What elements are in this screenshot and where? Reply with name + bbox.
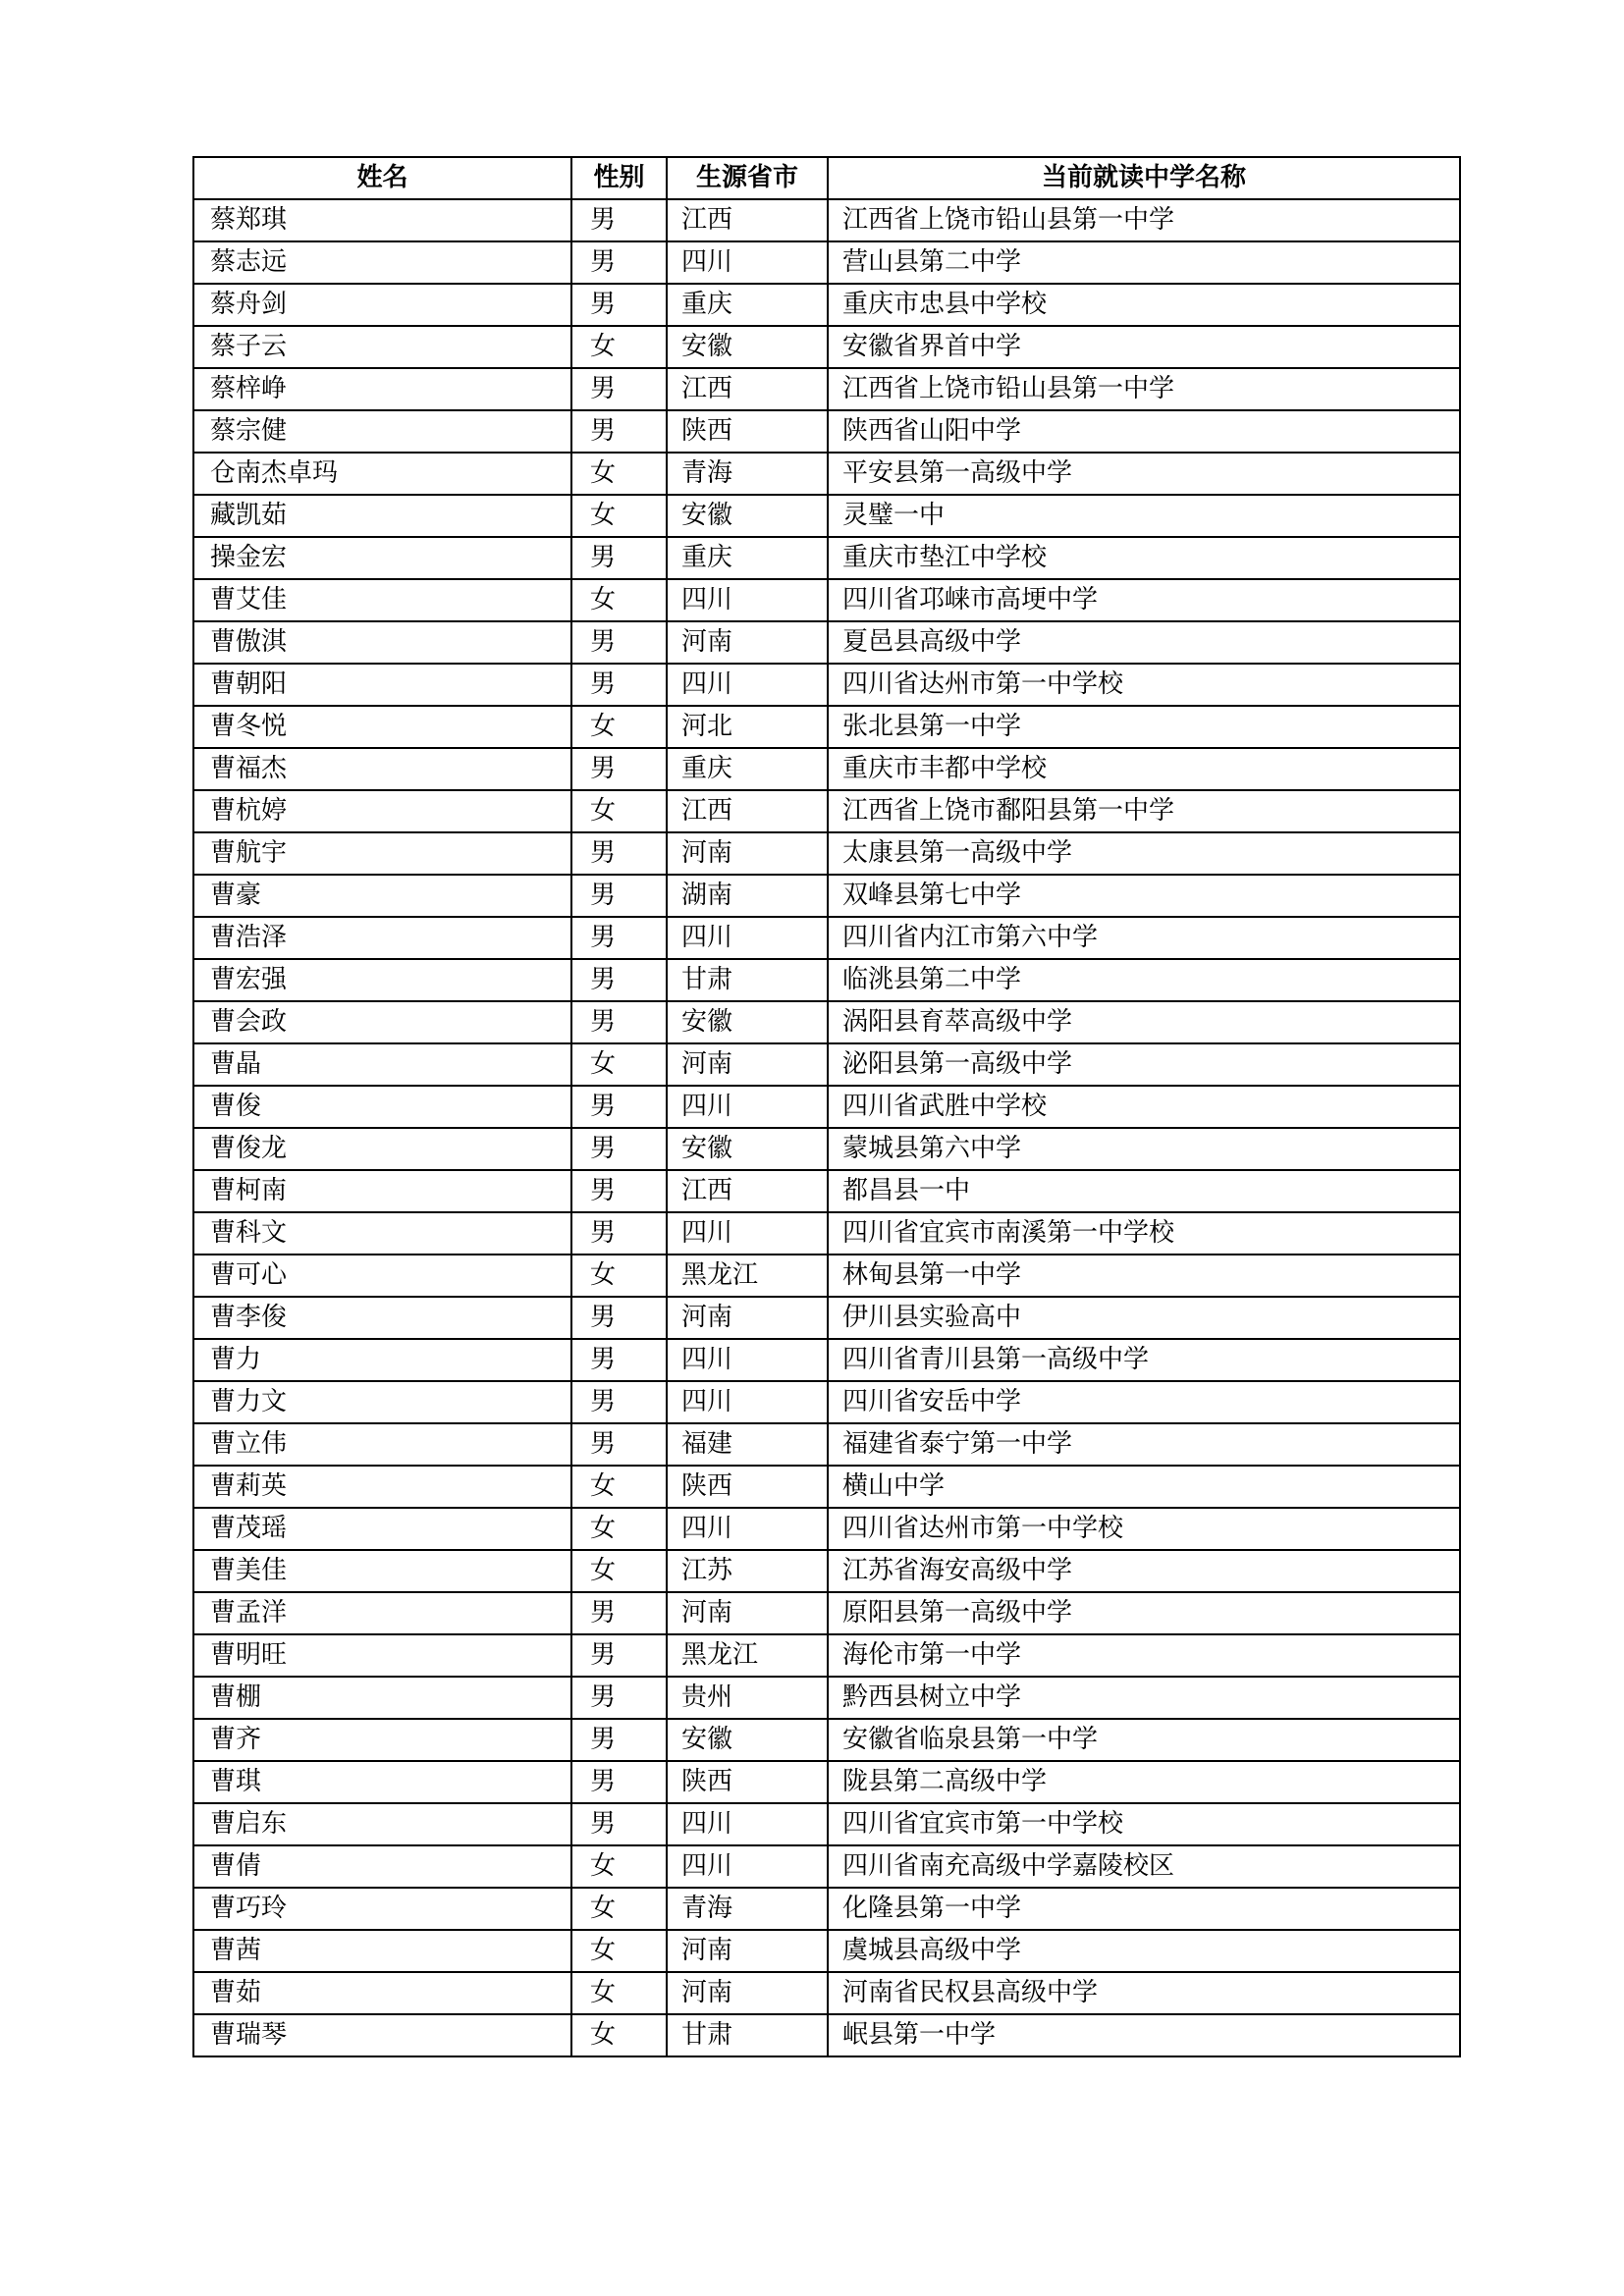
cell-gender: 女: [571, 495, 667, 537]
cell-name: 曹美佳: [193, 1550, 571, 1592]
table-body: [193, 199, 1460, 2056]
table-row: [193, 241, 1460, 284]
table-row: [193, 1803, 1460, 1845]
cell-gender: 男: [571, 284, 667, 326]
cell-name: 蔡郑琪: [193, 199, 571, 241]
cell-school: 安徽省临泉县第一中学: [828, 1719, 1460, 1761]
cell-school: 蒙城县第六中学: [828, 1128, 1460, 1170]
table-row: [193, 199, 1460, 241]
header-row: [193, 157, 1460, 199]
table-row: [193, 1043, 1460, 1086]
cell-province: 河南: [667, 1592, 828, 1634]
cell-gender: 男: [571, 1677, 667, 1719]
table-row: [193, 495, 1460, 537]
cell-name: 曹可心: [193, 1255, 571, 1297]
cell-province: 江西: [667, 199, 828, 241]
cell-province: 河南: [667, 1930, 828, 1972]
cell-gender: 男: [571, 1381, 667, 1423]
table-row: [193, 1761, 1460, 1803]
cell-province: 重庆: [667, 284, 828, 326]
cell-gender: 男: [571, 1719, 667, 1761]
cell-province: 黑龙江: [667, 1634, 828, 1677]
cell-school: 林甸县第一中学: [828, 1255, 1460, 1297]
cell-school: 夏邑县高级中学: [828, 621, 1460, 664]
cell-school: 四川省青川县第一高级中学: [828, 1339, 1460, 1381]
cell-gender: 男: [571, 1761, 667, 1803]
cell-name: 曹朝阳: [193, 664, 571, 706]
table-row: [193, 1212, 1460, 1255]
cell-school: 营山县第二中学: [828, 241, 1460, 284]
cell-school: 四川省宜宾市南溪第一中学校: [828, 1212, 1460, 1255]
table-row: [193, 1550, 1460, 1592]
cell-name: 曹浩泽: [193, 917, 571, 959]
table-row: [193, 1845, 1460, 1888]
cell-name: 曹力文: [193, 1381, 571, 1423]
table-row: [193, 284, 1460, 326]
cell-gender: 女: [571, 579, 667, 621]
cell-school: 四川省内江市第六中学: [828, 917, 1460, 959]
cell-school: 四川省达州市第一中学校: [828, 664, 1460, 706]
table-header: [193, 157, 1460, 199]
table-row: [193, 1170, 1460, 1212]
table-row: [193, 1930, 1460, 1972]
cell-gender: 男: [571, 875, 667, 917]
table-row: [193, 1888, 1460, 1930]
table-row: [193, 621, 1460, 664]
cell-gender: 男: [571, 1297, 667, 1339]
table-row: [193, 326, 1460, 368]
cell-name: 曹航宇: [193, 832, 571, 875]
cell-gender: 男: [571, 1634, 667, 1677]
cell-province: 四川: [667, 241, 828, 284]
cell-gender: 女: [571, 2014, 667, 2056]
cell-province: 河南: [667, 832, 828, 875]
cell-province: 四川: [667, 1086, 828, 1128]
cell-gender: 男: [571, 241, 667, 284]
header-gender: 性别: [571, 157, 667, 199]
cell-school: 张北县第一中学: [828, 706, 1460, 748]
table-row: [193, 410, 1460, 453]
cell-gender: 女: [571, 1508, 667, 1550]
cell-gender: 男: [571, 1592, 667, 1634]
cell-gender: 女: [571, 1845, 667, 1888]
cell-name: 曹瑞琴: [193, 2014, 571, 2056]
table-row: [193, 1297, 1460, 1339]
cell-province: 陕西: [667, 1761, 828, 1803]
table-row: [193, 1634, 1460, 1677]
table-row: [193, 1508, 1460, 1550]
cell-school: 四川省武胜中学校: [828, 1086, 1460, 1128]
cell-gender: 女: [571, 1972, 667, 2014]
cell-province: 河南: [667, 1297, 828, 1339]
cell-gender: 男: [571, 1170, 667, 1212]
cell-school: 四川省宜宾市第一中学校: [828, 1803, 1460, 1845]
cell-province: 江西: [667, 368, 828, 410]
table-row: [193, 579, 1460, 621]
cell-name: 曹杭婷: [193, 790, 571, 832]
cell-name: 蔡志远: [193, 241, 571, 284]
cell-gender: 男: [571, 1086, 667, 1128]
cell-province: 四川: [667, 1803, 828, 1845]
cell-gender: 男: [571, 410, 667, 453]
cell-school: 伊川县实验高中: [828, 1297, 1460, 1339]
table-row: [193, 706, 1460, 748]
cell-school: 重庆市忠县中学校: [828, 284, 1460, 326]
table-row: [193, 1423, 1460, 1466]
cell-province: 福建: [667, 1423, 828, 1466]
table-row: [193, 2014, 1460, 2056]
cell-province: 四川: [667, 917, 828, 959]
cell-name: 曹立伟: [193, 1423, 571, 1466]
cell-province: 黑龙江: [667, 1255, 828, 1297]
cell-school: 福建省泰宁第一中学: [828, 1423, 1460, 1466]
cell-name: 仓南杰卓玛: [193, 453, 571, 495]
cell-gender: 女: [571, 1930, 667, 1972]
cell-province: 重庆: [667, 537, 828, 579]
cell-school: 江西省上饶市鄱阳县第一中学: [828, 790, 1460, 832]
cell-province: 安徽: [667, 1128, 828, 1170]
cell-province: 安徽: [667, 1001, 828, 1043]
cell-school: 横山中学: [828, 1466, 1460, 1508]
cell-name: 曹莉英: [193, 1466, 571, 1508]
cell-name: 曹会政: [193, 1001, 571, 1043]
cell-name: 曹茜: [193, 1930, 571, 1972]
header-school: 当前就读中学名称: [828, 157, 1460, 199]
cell-name: 蔡子云: [193, 326, 571, 368]
table-row: [193, 748, 1460, 790]
cell-name: 曹棚: [193, 1677, 571, 1719]
cell-province: 四川: [667, 1845, 828, 1888]
cell-gender: 男: [571, 621, 667, 664]
table-row: [193, 1719, 1460, 1761]
table-row: [193, 1381, 1460, 1423]
cell-school: 双峰县第七中学: [828, 875, 1460, 917]
cell-school: 四川省南充高级中学嘉陵校区: [828, 1845, 1460, 1888]
cell-name: 曹福杰: [193, 748, 571, 790]
cell-school: 泌阳县第一高级中学: [828, 1043, 1460, 1086]
cell-name: 曹柯南: [193, 1170, 571, 1212]
cell-province: 贵州: [667, 1677, 828, 1719]
cell-gender: 男: [571, 959, 667, 1001]
cell-school: 黔西县树立中学: [828, 1677, 1460, 1719]
cell-school: 岷县第一中学: [828, 2014, 1460, 2056]
cell-school: 四川省邛崃市高埂中学: [828, 579, 1460, 621]
cell-province: 四川: [667, 1212, 828, 1255]
table-row: [193, 664, 1460, 706]
cell-name: 曹齐: [193, 1719, 571, 1761]
cell-province: 甘肃: [667, 2014, 828, 2056]
cell-name: 曹茂瑶: [193, 1508, 571, 1550]
cell-name: 曹宏强: [193, 959, 571, 1001]
cell-name: 藏凯茹: [193, 495, 571, 537]
table-row: [193, 917, 1460, 959]
cell-province: 河南: [667, 621, 828, 664]
cell-province: 四川: [667, 1339, 828, 1381]
cell-school: 海伦市第一中学: [828, 1634, 1460, 1677]
cell-province: 陕西: [667, 1466, 828, 1508]
cell-province: 河北: [667, 706, 828, 748]
cell-name: 曹豪: [193, 875, 571, 917]
cell-province: 四川: [667, 1508, 828, 1550]
cell-name: 曹艾佳: [193, 579, 571, 621]
cell-province: 安徽: [667, 326, 828, 368]
cell-gender: 男: [571, 1001, 667, 1043]
cell-province: 四川: [667, 1381, 828, 1423]
cell-school: 四川省达州市第一中学校: [828, 1508, 1460, 1550]
cell-province: 河南: [667, 1972, 828, 2014]
cell-name: 曹力: [193, 1339, 571, 1381]
cell-name: 曹巧玲: [193, 1888, 571, 1930]
cell-gender: 女: [571, 1043, 667, 1086]
table-row: [193, 1339, 1460, 1381]
cell-gender: 男: [571, 1212, 667, 1255]
table-row: [193, 959, 1460, 1001]
cell-school: 都昌县一中: [828, 1170, 1460, 1212]
cell-province: 江西: [667, 1170, 828, 1212]
header-province: 生源省市: [667, 157, 828, 199]
cell-gender: 男: [571, 368, 667, 410]
cell-province: 重庆: [667, 748, 828, 790]
table-row: [193, 537, 1460, 579]
table-row: [193, 1972, 1460, 2014]
cell-province: 安徽: [667, 1719, 828, 1761]
cell-gender: 女: [571, 453, 667, 495]
student-table: [192, 156, 1461, 2057]
cell-school: 安徽省界首中学: [828, 326, 1460, 368]
cell-province: 河南: [667, 1043, 828, 1086]
cell-name: 曹琪: [193, 1761, 571, 1803]
cell-name: 蔡梓峥: [193, 368, 571, 410]
cell-school: 陕西省山阳中学: [828, 410, 1460, 453]
table-row: [193, 1255, 1460, 1297]
cell-name: 曹茹: [193, 1972, 571, 2014]
cell-name: 曹明旺: [193, 1634, 571, 1677]
cell-school: 涡阳县育萃高级中学: [828, 1001, 1460, 1043]
cell-name: 操金宏: [193, 537, 571, 579]
cell-school: 重庆市丰都中学校: [828, 748, 1460, 790]
table-row: [193, 1677, 1460, 1719]
cell-province: 湖南: [667, 875, 828, 917]
cell-school: 化隆县第一中学: [828, 1888, 1460, 1930]
table-row: [193, 790, 1460, 832]
cell-name: 曹晶: [193, 1043, 571, 1086]
cell-gender: 女: [571, 1550, 667, 1592]
cell-school: 临洮县第二中学: [828, 959, 1460, 1001]
cell-school: 江西省上饶市铅山县第一中学: [828, 368, 1460, 410]
table-row: [193, 875, 1460, 917]
cell-school: 平安县第一高级中学: [828, 453, 1460, 495]
cell-name: 曹傲淇: [193, 621, 571, 664]
table-row: [193, 368, 1460, 410]
table-row: [193, 1086, 1460, 1128]
cell-name: 曹李俊: [193, 1297, 571, 1339]
cell-gender: 男: [571, 664, 667, 706]
cell-name: 曹科文: [193, 1212, 571, 1255]
cell-school: 陇县第二高级中学: [828, 1761, 1460, 1803]
cell-name: 曹孟洋: [193, 1592, 571, 1634]
table-row: [193, 832, 1460, 875]
cell-province: 青海: [667, 453, 828, 495]
table-row: [193, 1466, 1460, 1508]
cell-gender: 女: [571, 790, 667, 832]
cell-gender: 女: [571, 1255, 667, 1297]
cell-name: 曹俊龙: [193, 1128, 571, 1170]
cell-gender: 女: [571, 1466, 667, 1508]
cell-school: 重庆市垫江中学校: [828, 537, 1460, 579]
cell-gender: 女: [571, 706, 667, 748]
cell-name: 蔡舟剑: [193, 284, 571, 326]
cell-name: 蔡宗健: [193, 410, 571, 453]
cell-province: 江西: [667, 790, 828, 832]
cell-gender: 男: [571, 832, 667, 875]
cell-province: 江苏: [667, 1550, 828, 1592]
cell-gender: 女: [571, 1888, 667, 1930]
cell-school: 灵璧一中: [828, 495, 1460, 537]
cell-gender: 男: [571, 1803, 667, 1845]
cell-school: 四川省安岳中学: [828, 1381, 1460, 1423]
cell-school: 虞城县高级中学: [828, 1930, 1460, 1972]
cell-name: 曹俊: [193, 1086, 571, 1128]
cell-school: 江西省上饶市铅山县第一中学: [828, 199, 1460, 241]
cell-gender: 女: [571, 326, 667, 368]
cell-province: 甘肃: [667, 959, 828, 1001]
cell-province: 四川: [667, 664, 828, 706]
cell-gender: 男: [571, 748, 667, 790]
cell-name: 曹启东: [193, 1803, 571, 1845]
cell-gender: 男: [571, 199, 667, 241]
cell-gender: 男: [571, 537, 667, 579]
cell-school: 江苏省海安高级中学: [828, 1550, 1460, 1592]
cell-name: 曹冬悦: [193, 706, 571, 748]
cell-gender: 男: [571, 1423, 667, 1466]
cell-province: 安徽: [667, 495, 828, 537]
cell-school: 原阳县第一高级中学: [828, 1592, 1460, 1634]
cell-province: 四川: [667, 579, 828, 621]
cell-gender: 男: [571, 1339, 667, 1381]
cell-province: 青海: [667, 1888, 828, 1930]
table-row: [193, 1001, 1460, 1043]
cell-school: 太康县第一高级中学: [828, 832, 1460, 875]
cell-name: 曹倩: [193, 1845, 571, 1888]
table-row: [193, 1592, 1460, 1634]
cell-school: 河南省民权县高级中学: [828, 1972, 1460, 2014]
cell-gender: 男: [571, 917, 667, 959]
cell-province: 陕西: [667, 410, 828, 453]
header-name: 姓名: [193, 157, 571, 199]
cell-gender: 男: [571, 1128, 667, 1170]
table-row: [193, 453, 1460, 495]
table-row: [193, 1128, 1460, 1170]
